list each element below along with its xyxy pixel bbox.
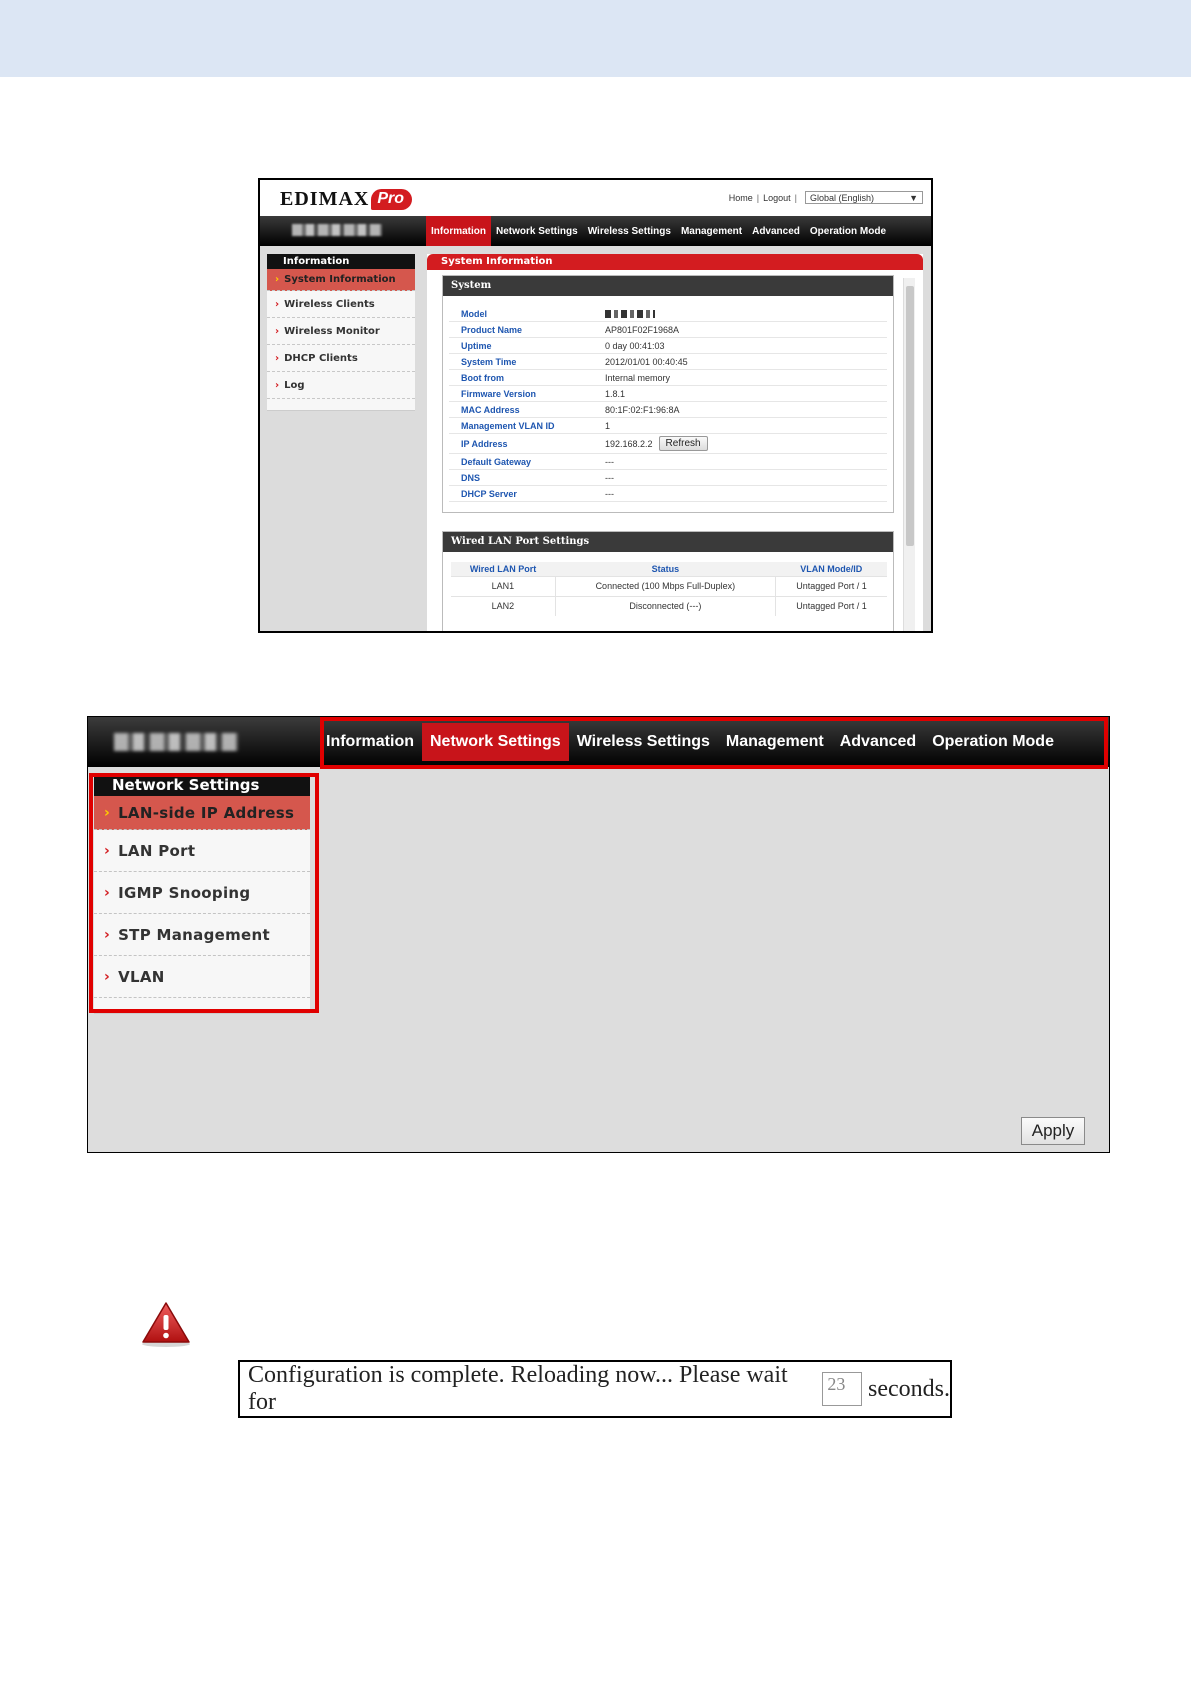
chevron-right-icon: › xyxy=(275,298,280,310)
tab-operation-mode[interactable]: Operation Mode xyxy=(932,733,1054,750)
ip-address-value: 192.168.2.2 xyxy=(605,438,653,449)
tab-advanced[interactable]: Advanced xyxy=(752,225,800,237)
language-value: Global (English) xyxy=(810,192,875,203)
chevron-right-icon: › xyxy=(275,325,280,337)
table-cell: Connected (100 Mbps Full-Duplex) xyxy=(555,576,775,596)
tab-network-settings[interactable]: Network Settings xyxy=(422,723,569,761)
network-settings-screenshot xyxy=(87,716,1110,1153)
chevron-right-icon: › xyxy=(104,842,111,859)
table-cell: LAN2 xyxy=(451,596,555,616)
system-information-screenshot xyxy=(258,178,933,633)
info-value xyxy=(601,436,708,451)
sidebar-item-label: IGMP Snooping xyxy=(118,883,251,902)
info-row-management-vlan-id xyxy=(449,418,887,434)
info-row-firmware-version xyxy=(449,386,887,402)
sidebar-item-label: Wireless Clients xyxy=(284,298,375,310)
table-row xyxy=(451,576,887,596)
info-row-default-gateway xyxy=(449,454,887,470)
info-value: --- xyxy=(605,456,614,467)
content-area xyxy=(260,246,931,633)
system-box xyxy=(442,275,894,513)
sidebar-item-label: VLAN xyxy=(118,967,165,986)
info-value: 1 xyxy=(605,420,611,431)
info-label: Product Name xyxy=(461,324,523,335)
info-value: 0 day 00:41:03 xyxy=(605,340,665,351)
tab-wireless-settings[interactable]: Wireless Settings xyxy=(576,733,710,750)
logo-text: EDIMAX xyxy=(280,187,370,210)
system-information-panel xyxy=(427,254,923,633)
scrollbar[interactable] xyxy=(903,278,915,633)
table-cell: LAN1 xyxy=(451,576,555,596)
config-complete-message xyxy=(238,1360,952,1418)
system-box-title: System xyxy=(443,276,893,296)
sidebar-highlight-box xyxy=(89,773,319,1013)
chevron-right-icon: › xyxy=(104,884,111,901)
info-label: MAC Address xyxy=(461,404,520,415)
model-blurred xyxy=(605,310,655,318)
sidebar-item-label: System Information xyxy=(284,274,396,285)
info-row-uptime xyxy=(449,338,887,354)
info-row-dhcp-server xyxy=(449,486,887,502)
info-row-dns xyxy=(449,470,887,486)
info-label: DNS xyxy=(461,472,481,483)
scrollbar-thumb[interactable] xyxy=(906,286,914,546)
tab-advanced[interactable]: Advanced xyxy=(839,733,917,750)
info-label: Firmware Version xyxy=(461,388,537,399)
tab-operation-mode[interactable]: Operation Mode xyxy=(809,225,887,237)
info-row-system-time xyxy=(449,354,887,370)
info-value xyxy=(601,310,655,318)
page-header-band xyxy=(0,0,1191,77)
info-label: Model xyxy=(461,308,487,319)
info-label: Default Gateway xyxy=(461,456,532,467)
info-row-boot-from xyxy=(449,370,887,386)
tab-wireless-settings[interactable]: Wireless Settings xyxy=(587,225,671,237)
warning-icon xyxy=(140,1300,192,1348)
wired-lan-box xyxy=(442,531,894,633)
chevron-right-icon: › xyxy=(104,968,111,985)
table-header-row xyxy=(451,562,887,576)
info-value: 80:1F:02:F1:96:8A xyxy=(605,404,680,415)
language-select[interactable] xyxy=(805,191,923,204)
tab-management[interactable]: Management xyxy=(725,733,824,750)
main-nav xyxy=(260,216,931,246)
logo-badge: Pro xyxy=(371,189,412,210)
info-value: Internal memory xyxy=(605,372,671,383)
column-header: VLAN Mode/ID xyxy=(776,562,887,576)
table-cell: Untagged Port / 1 xyxy=(776,596,887,616)
sidebar-item-label: Wireless Monitor xyxy=(284,325,380,337)
info-label: IP Address xyxy=(461,438,508,449)
sidebar-title: Network Settings xyxy=(94,774,310,796)
panel-title: System Information xyxy=(427,254,923,270)
app-header xyxy=(260,180,931,216)
logout-link[interactable]: Logout xyxy=(763,192,791,203)
chevron-right-icon: › xyxy=(275,379,280,391)
apply-button[interactable]: Apply xyxy=(1021,1117,1085,1145)
sidebar xyxy=(267,254,415,411)
info-label: Boot from xyxy=(461,372,504,383)
info-label: DHCP Server xyxy=(461,488,517,499)
chevron-right-icon: › xyxy=(275,274,280,285)
info-value: AP801F02F1968A xyxy=(605,324,680,335)
message-text: Configuration is complete. Reloading now... Please wait for xyxy=(248,1362,788,1415)
info-row-ip-address xyxy=(449,434,887,454)
sidebar-title: Information xyxy=(267,254,415,269)
info-label: Management VLAN ID xyxy=(461,420,555,431)
edimax-logo xyxy=(280,186,412,212)
sidebar-item-label: Log xyxy=(284,379,305,391)
info-row-product-name xyxy=(449,322,887,338)
device-name-blurred xyxy=(292,224,382,236)
info-value: --- xyxy=(605,472,614,483)
tab-network-settings[interactable]: Network Settings xyxy=(496,225,578,237)
info-value: 1.8.1 xyxy=(605,388,626,399)
wired-lan-box-title: Wired LAN Port Settings xyxy=(443,532,893,552)
column-header: Status xyxy=(555,562,775,576)
table-cell: Disconnected (---) xyxy=(555,596,775,616)
table-cell: Untagged Port / 1 xyxy=(776,576,887,596)
nav-highlight-box xyxy=(320,717,1108,769)
sidebar-item-log[interactable] xyxy=(267,372,415,399)
sidebar-item-wireless-clients[interactable] xyxy=(267,291,415,318)
tab-information[interactable]: Information xyxy=(326,733,414,750)
sidebar-item-label: STP Management xyxy=(118,925,270,944)
dropdown-arrow-icon: ▼ xyxy=(909,192,918,203)
refresh-button[interactable]: Refresh xyxy=(659,436,708,451)
sidebar-item-label: LAN Port xyxy=(118,841,196,860)
info-value: --- xyxy=(605,488,614,499)
top-links xyxy=(729,191,923,204)
countdown-field: 23 xyxy=(822,1372,862,1406)
sidebar-item-dhcp-clients[interactable] xyxy=(267,345,415,372)
wired-lan-table xyxy=(451,562,887,616)
info-row-mac-address xyxy=(449,402,887,418)
separator: | xyxy=(794,192,797,203)
chevron-right-icon: › xyxy=(104,926,111,943)
column-header: Wired LAN Port xyxy=(451,562,555,576)
sidebar-item-wireless-monitor[interactable] xyxy=(267,318,415,345)
table-row xyxy=(451,596,887,616)
chevron-right-icon: › xyxy=(275,352,280,364)
sidebar-item-label: DHCP Clients xyxy=(284,352,358,364)
info-value: 2012/01/01 00:40:45 xyxy=(605,356,688,367)
device-name-blurred xyxy=(114,733,238,751)
separator: | xyxy=(756,192,760,203)
sidebar-item-system-information[interactable] xyxy=(267,269,415,291)
info-row-model xyxy=(449,306,887,322)
info-label: System Time xyxy=(461,356,517,367)
chevron-right-icon: › xyxy=(104,804,111,821)
message-text-suffix: seconds. xyxy=(868,1375,950,1402)
tab-information[interactable]: Information xyxy=(426,216,491,246)
tab-management[interactable]: Management xyxy=(680,225,743,237)
info-label: Uptime xyxy=(461,340,492,351)
home-link[interactable]: Home xyxy=(728,192,753,203)
sidebar-item-label: LAN-side IP Address xyxy=(118,803,295,822)
